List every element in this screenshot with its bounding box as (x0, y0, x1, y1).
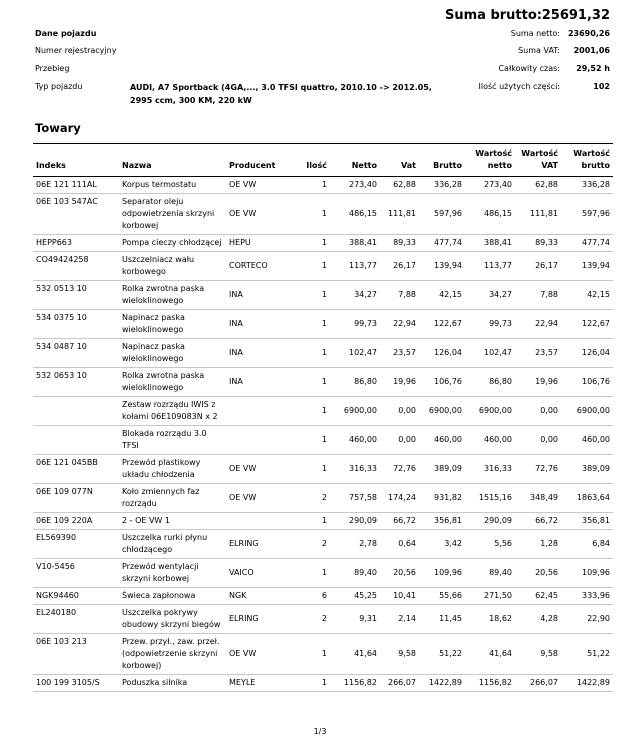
cell-netto: 102,47 (330, 339, 380, 368)
cell-producer: OE VW (226, 484, 293, 513)
table-row (33, 397, 613, 426)
cell-val-brutto: 1422,89 (561, 675, 613, 692)
cell-val-netto: 99,73 (465, 310, 515, 339)
cell-val-brutto: 126,04 (561, 339, 613, 368)
total-time-value: 29,52 h (576, 64, 610, 73)
table-row (33, 588, 613, 605)
mileage-label: Przebieg (35, 64, 70, 73)
items-table-body (33, 177, 613, 692)
cell-val-netto: 388,41 (465, 235, 515, 252)
cell-vat: 9,58 (380, 634, 419, 675)
vehicle-type-value: AUDI, A7 Sportback (4GA,..., 3.0 TFSI quattro, 2010.10 -> 2012.05, 2995 ccm, 300 KM, 220 kW (130, 83, 432, 105)
cell-qty: 1 (293, 339, 330, 368)
cell-brutto: 336,28 (419, 177, 465, 194)
cell-vat: 62,88 (380, 177, 419, 194)
cell-vat: 266,07 (380, 675, 419, 692)
cell-index: 06E 109 077N (33, 484, 119, 513)
cell-brutto: 3,42 (419, 530, 465, 559)
cell-val-vat: 26,17 (515, 252, 561, 281)
cell-vat: 20,56 (380, 559, 419, 588)
table-row (33, 455, 613, 484)
cell-qty: 1 (293, 252, 330, 281)
cell-val-netto: 290,09 (465, 513, 515, 530)
cell-producer (226, 397, 293, 426)
cell-brutto: 460,00 (419, 426, 465, 455)
sum-brutto-label: Suma brutto: (445, 8, 542, 23)
cell-val-brutto: 22,90 (561, 605, 613, 634)
cell-val-vat: 20,56 (515, 559, 561, 588)
cell-netto: 460,00 (330, 426, 380, 455)
cell-vat: 10,41 (380, 588, 419, 605)
cell-val-brutto: 336,28 (561, 177, 613, 194)
cell-val-vat: 23,57 (515, 339, 561, 368)
items-table (33, 143, 613, 692)
cell-val-netto: 1156,82 (465, 675, 515, 692)
cell-producer: OE VW (226, 634, 293, 675)
cell-netto: 486,15 (330, 194, 380, 235)
cell-val-netto: 271,50 (465, 588, 515, 605)
cell-name: Przewód wentylacji skrzyni korbowej (119, 559, 226, 588)
table-row (33, 426, 613, 455)
cell-index: 06E 103 213 (33, 634, 119, 675)
cell-brutto: 126,04 (419, 339, 465, 368)
cell-qty: 2 (293, 530, 330, 559)
cell-brutto: 51,22 (419, 634, 465, 675)
cell-qty: 1 (293, 235, 330, 252)
cell-brutto: 55,66 (419, 588, 465, 605)
table-row (33, 194, 613, 235)
cell-val-vat: 66,72 (515, 513, 561, 530)
cell-name: Świeca zapłonowa (119, 588, 226, 605)
cell-name: Zestaw rozrządu IWIS z kołami 06E109083N x 2 (119, 397, 226, 426)
total-time-label: Całkowity czas: (498, 64, 560, 73)
cell-vat: 22,94 (380, 310, 419, 339)
table-row (33, 368, 613, 397)
cell-val-brutto: 389,09 (561, 455, 613, 484)
cell-index: 532 0653 10 (33, 368, 119, 397)
cell-val-vat: 348,49 (515, 484, 561, 513)
cell-producer: CORTECO (226, 252, 293, 281)
cell-name: Przewód plastikowy układu chłodzenia (119, 455, 226, 484)
cell-name: Rolka zwrotna paska wieloklinowego (119, 368, 226, 397)
cell-brutto: 122,67 (419, 310, 465, 339)
cell-index: HEPP663 (33, 235, 119, 252)
cell-val-netto: 18,62 (465, 605, 515, 634)
column-header-qty: Ilość (293, 144, 330, 177)
cell-val-brutto: 6900,00 (561, 397, 613, 426)
table-header-row (33, 144, 613, 177)
table-row (33, 177, 613, 194)
table-row (33, 281, 613, 310)
cell-producer: NGK (226, 588, 293, 605)
cell-qty: 1 (293, 397, 330, 426)
cell-val-vat: 19,96 (515, 368, 561, 397)
cell-brutto: 139,94 (419, 252, 465, 281)
cell-val-vat: 62,88 (515, 177, 561, 194)
table-row (33, 484, 613, 513)
cell-brutto: 356,81 (419, 513, 465, 530)
cell-qty: 1 (293, 177, 330, 194)
column-header-value-vat: Wartość VAT (515, 144, 561, 177)
sum-vat-label: Suma VAT: (518, 46, 560, 55)
cell-producer: VAICO (226, 559, 293, 588)
cell-qty: 1 (293, 455, 330, 484)
cell-val-brutto: 477,74 (561, 235, 613, 252)
cell-index: 06E 109 220A (33, 513, 119, 530)
table-row (33, 675, 613, 692)
cell-index: CO49424258 (33, 252, 119, 281)
cell-index: EL240180 (33, 605, 119, 634)
table-row (33, 634, 613, 675)
cell-brutto: 106,76 (419, 368, 465, 397)
cell-qty: 1 (293, 281, 330, 310)
cell-producer: ELRING (226, 530, 293, 559)
column-header-value-netto: Wartość netto (465, 144, 515, 177)
page-number: 1/3 (313, 727, 327, 736)
cell-vat: 26,17 (380, 252, 419, 281)
cell-val-brutto: 106,76 (561, 368, 613, 397)
cell-producer: INA (226, 310, 293, 339)
cell-brutto: 109,96 (419, 559, 465, 588)
cell-val-vat: 22,94 (515, 310, 561, 339)
cell-val-vat: 62,45 (515, 588, 561, 605)
cell-val-vat: 72,76 (515, 455, 561, 484)
cell-name: Poduszka silnika (119, 675, 226, 692)
cell-index: NGK94460 (33, 588, 119, 605)
vehicle-type-label: Typ pojazdu (35, 82, 83, 91)
cell-val-netto: 273,40 (465, 177, 515, 194)
cell-netto: 1156,82 (330, 675, 380, 692)
cell-brutto: 11,45 (419, 605, 465, 634)
cell-qty: 1 (293, 368, 330, 397)
table-row (33, 605, 613, 634)
table-row (33, 235, 613, 252)
cell-val-vat: 89,33 (515, 235, 561, 252)
cell-netto: 2,78 (330, 530, 380, 559)
cell-vat: 2,14 (380, 605, 419, 634)
cell-name: Koło zmiennych faz rozrządu (119, 484, 226, 513)
cell-name: Napinacz paska wieloklinowego (119, 339, 226, 368)
cell-val-vat: 4,28 (515, 605, 561, 634)
vehicle-data-heading: Dane pojazdu (35, 29, 97, 38)
cell-netto: 45,25 (330, 588, 380, 605)
parts-count-label: Ilość użytych części: (478, 82, 560, 91)
cell-name: Uszczelka rurki płynu chłodzącego (119, 530, 226, 559)
cell-name: Uszczelka pokrywy obudowy skrzyni biegów (119, 605, 226, 634)
cell-val-netto: 486,15 (465, 194, 515, 235)
cell-netto: 9,31 (330, 605, 380, 634)
cell-val-vat: 9,58 (515, 634, 561, 675)
cell-val-brutto: 122,67 (561, 310, 613, 339)
cell-name: Napinacz paska wieloklinowego (119, 310, 226, 339)
cell-index: 534 0375 10 (33, 310, 119, 339)
cell-qty: 1 (293, 426, 330, 455)
cell-producer: HEPU (226, 235, 293, 252)
cell-index: 532 0513 10 (33, 281, 119, 310)
column-header-producer: Producent (226, 144, 293, 177)
cell-index (33, 397, 119, 426)
cell-val-netto: 1515,16 (465, 484, 515, 513)
cell-index: 534 0487 10 (33, 339, 119, 368)
cell-qty: 1 (293, 194, 330, 235)
cell-qty: 2 (293, 605, 330, 634)
table-row (33, 339, 613, 368)
cell-val-vat: 0,00 (515, 426, 561, 455)
cell-vat: 89,33 (380, 235, 419, 252)
parts-count-value: 102 (593, 82, 610, 91)
table-row (33, 513, 613, 530)
cell-val-brutto: 597,96 (561, 194, 613, 235)
cell-val-netto: 86,80 (465, 368, 515, 397)
cell-vat: 19,96 (380, 368, 419, 397)
column-header-index: Indeks (33, 144, 119, 177)
cell-netto: 113,77 (330, 252, 380, 281)
cell-val-vat: 7,88 (515, 281, 561, 310)
cell-name: Separator oleju odpowietrzenia skrzyni korbowej (119, 194, 226, 235)
cell-qty: 1 (293, 310, 330, 339)
cell-producer: OE VW (226, 194, 293, 235)
cell-brutto: 1422,89 (419, 675, 465, 692)
cell-vat: 23,57 (380, 339, 419, 368)
cell-vat: 111,81 (380, 194, 419, 235)
cell-brutto: 477,74 (419, 235, 465, 252)
cell-qty: 1 (293, 513, 330, 530)
cell-qty: 1 (293, 559, 330, 588)
cell-val-brutto: 6,84 (561, 530, 613, 559)
cell-val-vat: 111,81 (515, 194, 561, 235)
cell-index: 06E 121 045BB (33, 455, 119, 484)
cell-vat: 72,76 (380, 455, 419, 484)
cell-name: Korpus termostatu (119, 177, 226, 194)
cell-producer: OE VW (226, 455, 293, 484)
cell-val-vat: 266,07 (515, 675, 561, 692)
reg-number-label: Numer rejestracyjny (35, 46, 117, 55)
cell-brutto: 931,82 (419, 484, 465, 513)
cell-brutto: 6900,00 (419, 397, 465, 426)
cell-producer (226, 513, 293, 530)
cell-vat: 66,72 (380, 513, 419, 530)
cell-netto: 388,41 (330, 235, 380, 252)
cell-val-netto: 6900,00 (465, 397, 515, 426)
cell-vat: 0,00 (380, 397, 419, 426)
cell-netto: 89,40 (330, 559, 380, 588)
cell-netto: 86,80 (330, 368, 380, 397)
cell-val-vat: 0,00 (515, 397, 561, 426)
cell-vat: 7,88 (380, 281, 419, 310)
cell-brutto: 597,96 (419, 194, 465, 235)
column-header-value-brutto: Wartość brutto (561, 144, 613, 177)
cell-val-vat: 1,28 (515, 530, 561, 559)
cell-index: EL569390 (33, 530, 119, 559)
cell-val-brutto: 109,96 (561, 559, 613, 588)
cell-producer: INA (226, 339, 293, 368)
cell-name: Przew. przył., zaw. przeł. (odpowietrzenie skrzyni korbowej) (119, 634, 226, 675)
cell-vat: 0,64 (380, 530, 419, 559)
cell-qty: 1 (293, 634, 330, 675)
cell-val-brutto: 139,94 (561, 252, 613, 281)
column-header-vat: Vat (380, 144, 419, 177)
cell-val-netto: 102,47 (465, 339, 515, 368)
cell-index: 06E 103 547AC (33, 194, 119, 235)
cell-producer: OE VW (226, 177, 293, 194)
cell-index: V10-5456 (33, 559, 119, 588)
cell-val-brutto: 356,81 (561, 513, 613, 530)
cell-qty: 1 (293, 675, 330, 692)
cell-producer (226, 426, 293, 455)
cell-netto: 41,64 (330, 634, 380, 675)
table-row (33, 559, 613, 588)
cell-name: Uszczelniacz wału korbowego (119, 252, 226, 281)
cell-netto: 99,73 (330, 310, 380, 339)
cell-index (33, 426, 119, 455)
cell-brutto: 42,15 (419, 281, 465, 310)
table-row (33, 252, 613, 281)
cell-val-brutto: 460,00 (561, 426, 613, 455)
cell-val-netto: 89,40 (465, 559, 515, 588)
cell-val-netto: 5,56 (465, 530, 515, 559)
cell-val-brutto: 1863,64 (561, 484, 613, 513)
cell-val-netto: 316,33 (465, 455, 515, 484)
cell-index: 06E 121 111AL (33, 177, 119, 194)
cell-producer: ELRING (226, 605, 293, 634)
section-title: Towary (35, 121, 81, 135)
cell-producer: MEYLE (226, 675, 293, 692)
cell-netto: 6900,00 (330, 397, 380, 426)
column-header-netto: Netto (330, 144, 380, 177)
column-header-brutto: Brutto (419, 144, 465, 177)
column-header-name: Nazwa (119, 144, 226, 177)
cell-netto: 757,58 (330, 484, 380, 513)
cell-qty: 2 (293, 484, 330, 513)
cell-netto: 316,33 (330, 455, 380, 484)
cell-val-netto: 34,27 (465, 281, 515, 310)
cell-name: Pompa cieczy chłodzącej (119, 235, 226, 252)
cell-producer: INA (226, 281, 293, 310)
cell-producer: INA (226, 368, 293, 397)
sum-vat-value: 2001,06 (573, 46, 610, 55)
cell-val-netto: 460,00 (465, 426, 515, 455)
cell-val-brutto: 42,15 (561, 281, 613, 310)
cell-val-netto: 41,64 (465, 634, 515, 675)
cell-index: 100 199 3105/S (33, 675, 119, 692)
cell-netto: 273,40 (330, 177, 380, 194)
cell-name: 2 - OE VW 1 (119, 513, 226, 530)
cell-name: Blokada rozrządu 3.0 TFSI (119, 426, 226, 455)
cell-netto: 34,27 (330, 281, 380, 310)
sum-netto-value: 23690,26 (567, 29, 610, 38)
table-row (33, 310, 613, 339)
cell-val-brutto: 51,22 (561, 634, 613, 675)
table-row (33, 530, 613, 559)
cell-qty: 6 (293, 588, 330, 605)
sum-brutto-value: 25691,32 (541, 8, 610, 23)
cell-vat: 174,24 (380, 484, 419, 513)
sum-netto-label: Suma netto: (510, 29, 560, 38)
cell-val-brutto: 333,96 (561, 588, 613, 605)
cell-vat: 0,00 (380, 426, 419, 455)
cell-name: Rolka zwrotna paska wieloklinowego (119, 281, 226, 310)
cell-brutto: 389,09 (419, 455, 465, 484)
cell-val-netto: 113,77 (465, 252, 515, 281)
cell-netto: 290,09 (330, 513, 380, 530)
